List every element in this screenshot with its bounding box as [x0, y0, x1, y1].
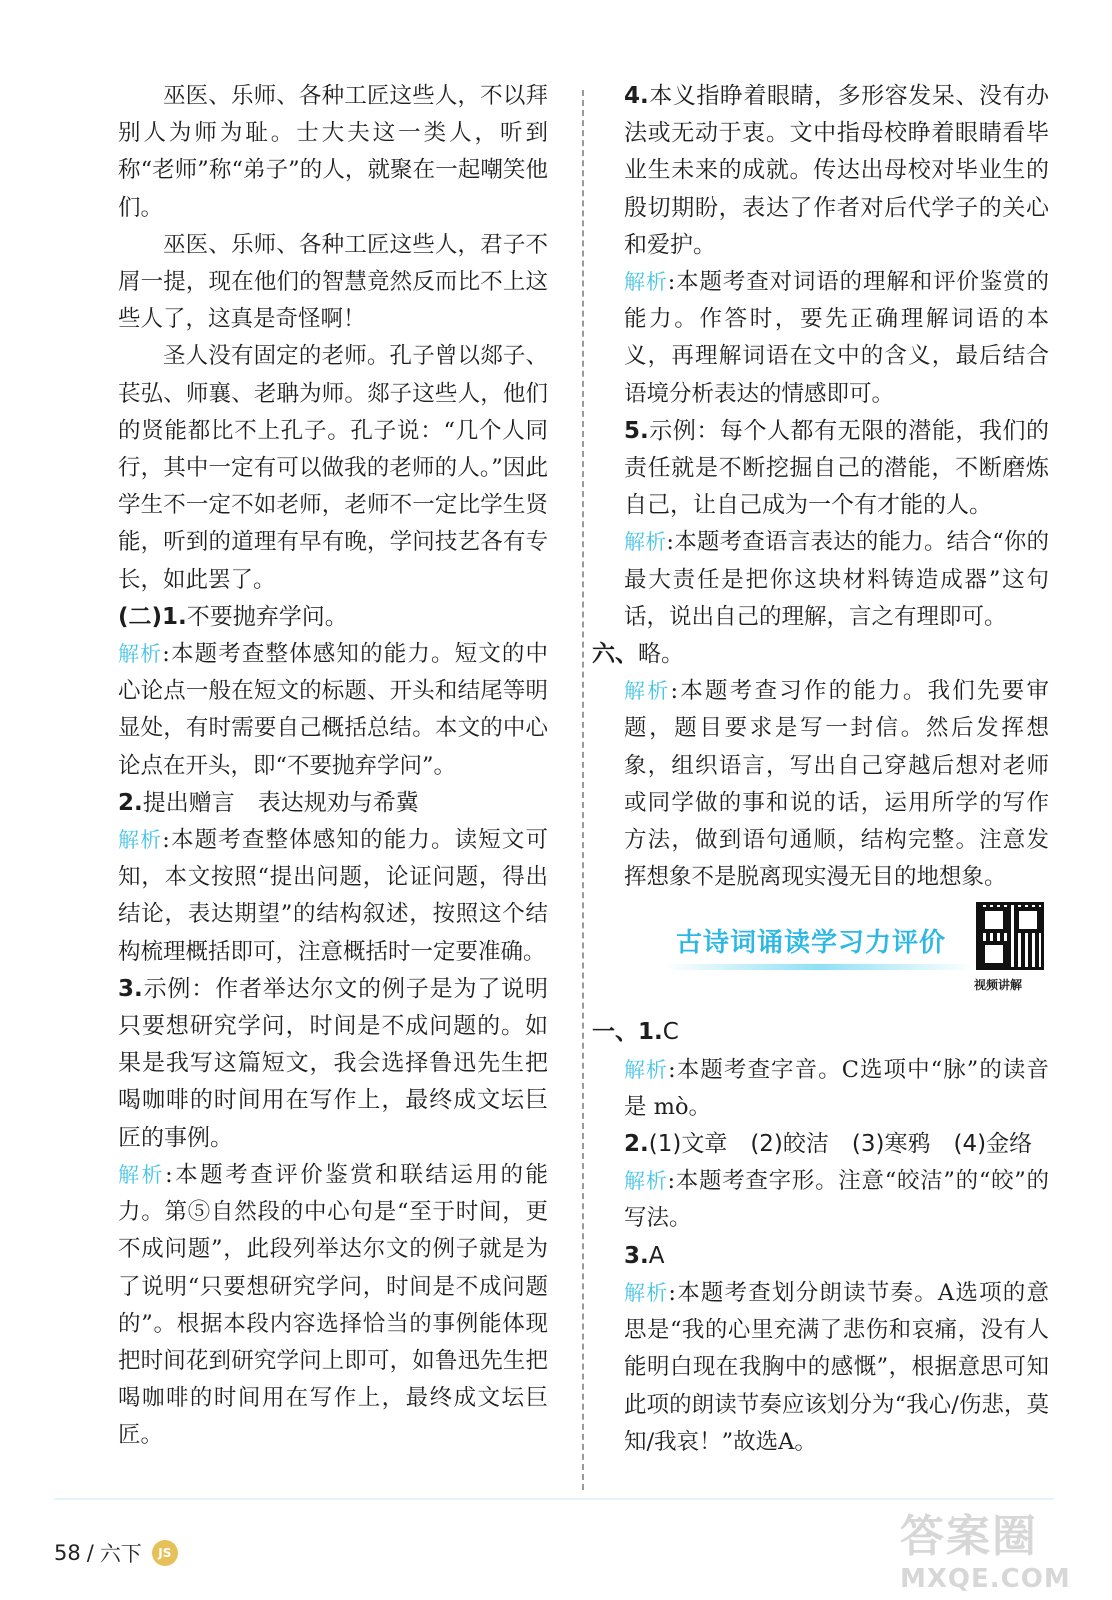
question-number: 5. — [624, 417, 649, 444]
answer-text: 略。 — [638, 641, 684, 668]
analysis-text: :本题考查整体感知的能力。短文的中心论点一般在短文的标题、开头和结尾等明显处，有时需要自己概括总结。本文的中心论点在开头，即“不要抛弃学问”。 — [118, 641, 549, 779]
analysis-tag: 解析 — [118, 828, 163, 853]
question-number: 4. — [624, 83, 649, 109]
analysis-tag: 解析 — [624, 1169, 668, 1194]
banner-underline — [664, 964, 974, 970]
analysis-tag: 解析 — [118, 1162, 166, 1187]
answer-text: 提出赠言 表达规劝与希冀 — [142, 789, 419, 816]
section-banner — [624, 902, 1049, 1010]
answer-text: (1)文章 (2)皎洁 (3)寒鸦 (4)金络 — [648, 1131, 1033, 1158]
question-number: 2. — [118, 789, 143, 816]
question-number: 3. — [118, 975, 143, 1002]
translation-paragraph-3: 圣人没有固定的老师。孔子曾以郯子、苌弘、师襄、老聃为师。郯子这些人，他们的贤能都比不上孔子。孔子说：“几个人同行，其中一定有可以做我的老师的人。”因此学生不一定不如老师，老师不一定比学生贤能，听到的道理有早有晚，学问技艺各有专长，如此罢了。 — [118, 343, 548, 593]
qr-code-icon[interactable] — [976, 902, 1044, 970]
analysis-text: :本题考查语言表达的能力。结合“你的最大责任是把你这块材料铸造成器”这句话，说出自己的理解，言之有理即可。 — [624, 529, 1050, 630]
analysis-q1 — [118, 636, 548, 785]
translation-paragraph-2: 巫医、乐师、各种工匠这些人，君子不屑一提，现在他们的智慧竟然反而比不上这些人了，这真是奇怪啊！ — [118, 231, 548, 333]
footer-separator: / — [86, 1541, 94, 1565]
analysis-text: :本题考查字形。注意“皎洁”的“皎”的写法。 — [624, 1168, 1050, 1232]
analysis-tag: 解析 — [624, 1057, 669, 1082]
question-number: 2. — [624, 1131, 649, 1158]
analysis-g2 — [624, 1163, 1049, 1237]
answer-text: 不要抛弃学问。 — [186, 603, 348, 630]
analysis-tag: 解析 — [624, 530, 667, 555]
grade-label: 六下 — [99, 1542, 142, 1566]
page-number: 58 — [54, 1541, 81, 1565]
analysis-g1 — [624, 1052, 1049, 1126]
answer-g2 — [624, 1126, 1049, 1163]
column-divider — [582, 90, 584, 1490]
answer-g1 — [592, 1014, 1049, 1051]
question-number: 一、1. — [592, 1019, 663, 1046]
answer-text: 示例：每个人都有无限的潜能，我们的责任就是不断挖掘自己的潜能，不断磨炼自己，让自己成为一个有才能的人。 — [624, 417, 1049, 519]
analysis-text: :本题考查划分朗读节奏。A选项的意思是“我的心里充满了悲伤和哀痛，没有人能明白现在我胸中的感慨”，根据意思可知此项的朗读节奏应该划分为“我心/伤悲，莫知/我哀！”故选A。 — [624, 1279, 1049, 1455]
answer-q1 — [118, 599, 548, 636]
answer-q4 — [624, 78, 1049, 264]
watermark-line-1: 答案圈 — [900, 1511, 1038, 1562]
right-column — [592, 78, 1050, 1461]
answer-q2 — [118, 785, 548, 822]
analysis-text: :本题考查整体感知的能力。读短文可知，本文按照“提出问题，论证问题，得出结论，表达期望”的结构叙述，按照这个结构梳理概括即可，注意概括时一定要准确。 — [118, 827, 549, 965]
left-column — [118, 78, 548, 1455]
answer-q5 — [624, 413, 1049, 525]
analysis-q2 — [118, 822, 548, 971]
analysis-text: :本题考查字音。C选项中“脉”的读音是 mò。 — [624, 1056, 1049, 1120]
analysis-g3 — [624, 1275, 1049, 1461]
watermark-line-2: MXQE.COM — [900, 1564, 1071, 1594]
question-number: 3. — [624, 1242, 649, 1269]
analysis-tag: 解析 — [624, 1280, 669, 1305]
question-number: (二)1. — [118, 603, 187, 630]
analysis-section-6 — [624, 673, 1049, 896]
analysis-q4 — [624, 264, 1049, 413]
edition-badge-icon: JS — [152, 1540, 178, 1566]
answer-text: 示例：作者举达尔文的例子是为了说明只要想研究学问，时间是不成问题的。如果是我写这篇短文，我会选择鲁迅先生把喝咖啡的时间用在写作上，最终成文坛巨匠的事例。 — [118, 975, 548, 1151]
translation-paragraph-1: 巫医、乐师、各种工匠这些人，不以拜别人为师为耻。士大夫这一类人，听到称“老师”称“弟子”的人，就聚在一起嘲笑他们。 — [118, 83, 548, 221]
qr-label: 视频讲解 — [974, 978, 1023, 993]
analysis-q3 — [118, 1157, 548, 1455]
analysis-text: :本题考查对词语的理解和评价鉴赏的能力。作答时，要先正确理解词语的本义，再理解词语在文中的含义，最后结合语境分析表达的情感即可。 — [624, 269, 1049, 407]
analysis-text: :本题考查习作的能力。我们先要审题，题目要求是写一封信。然后发挥想象，组织语言，写出自己穿越后想对老师或同学做的事和说的话，运用所学的写作方法，做到语句通顺，结构完整。注意发挥想象不是脱离现实漫无目的地想象。 — [624, 678, 1049, 891]
analysis-q5 — [624, 524, 1049, 636]
analysis-text: :本题考查评价鉴赏和联结运用的能力。第⑤自然段的中心句是“至于时间，更不成问题”，此段列举达尔文的例子就是为了说明“只要想研究学问，时间是不成问题的”。根据本段内容选择恰当的事例能体现把时间花到研究学问上即可，如鲁迅先生把喝咖啡的时间用在写作上，最终成文坛巨匠。 — [118, 1161, 549, 1449]
analysis-tag: 解析 — [118, 642, 163, 667]
answer-text: 本义指睁着眼睛，多形容发呆、没有办法或无动于衷。文中指母校睁着眼睛看毕业生未来的成就。传达出母校对毕业生的殷切期盼，表达了作者对后代学子的关心和爱护。 — [624, 83, 1049, 258]
analysis-tag: 解析 — [624, 679, 671, 704]
page-footer — [54, 1538, 178, 1568]
answer-text: C — [662, 1019, 679, 1046]
answer-g3 — [624, 1238, 1049, 1275]
answer-q3 — [118, 971, 548, 1157]
answer-section-6 — [592, 636, 1049, 673]
analysis-tag: 解析 — [624, 270, 668, 295]
banner-title: 古诗词诵读学习力评价 — [676, 928, 947, 959]
watermark — [900, 1500, 1100, 1594]
answer-text: A — [648, 1242, 665, 1269]
section-number: 六、 — [592, 641, 638, 668]
